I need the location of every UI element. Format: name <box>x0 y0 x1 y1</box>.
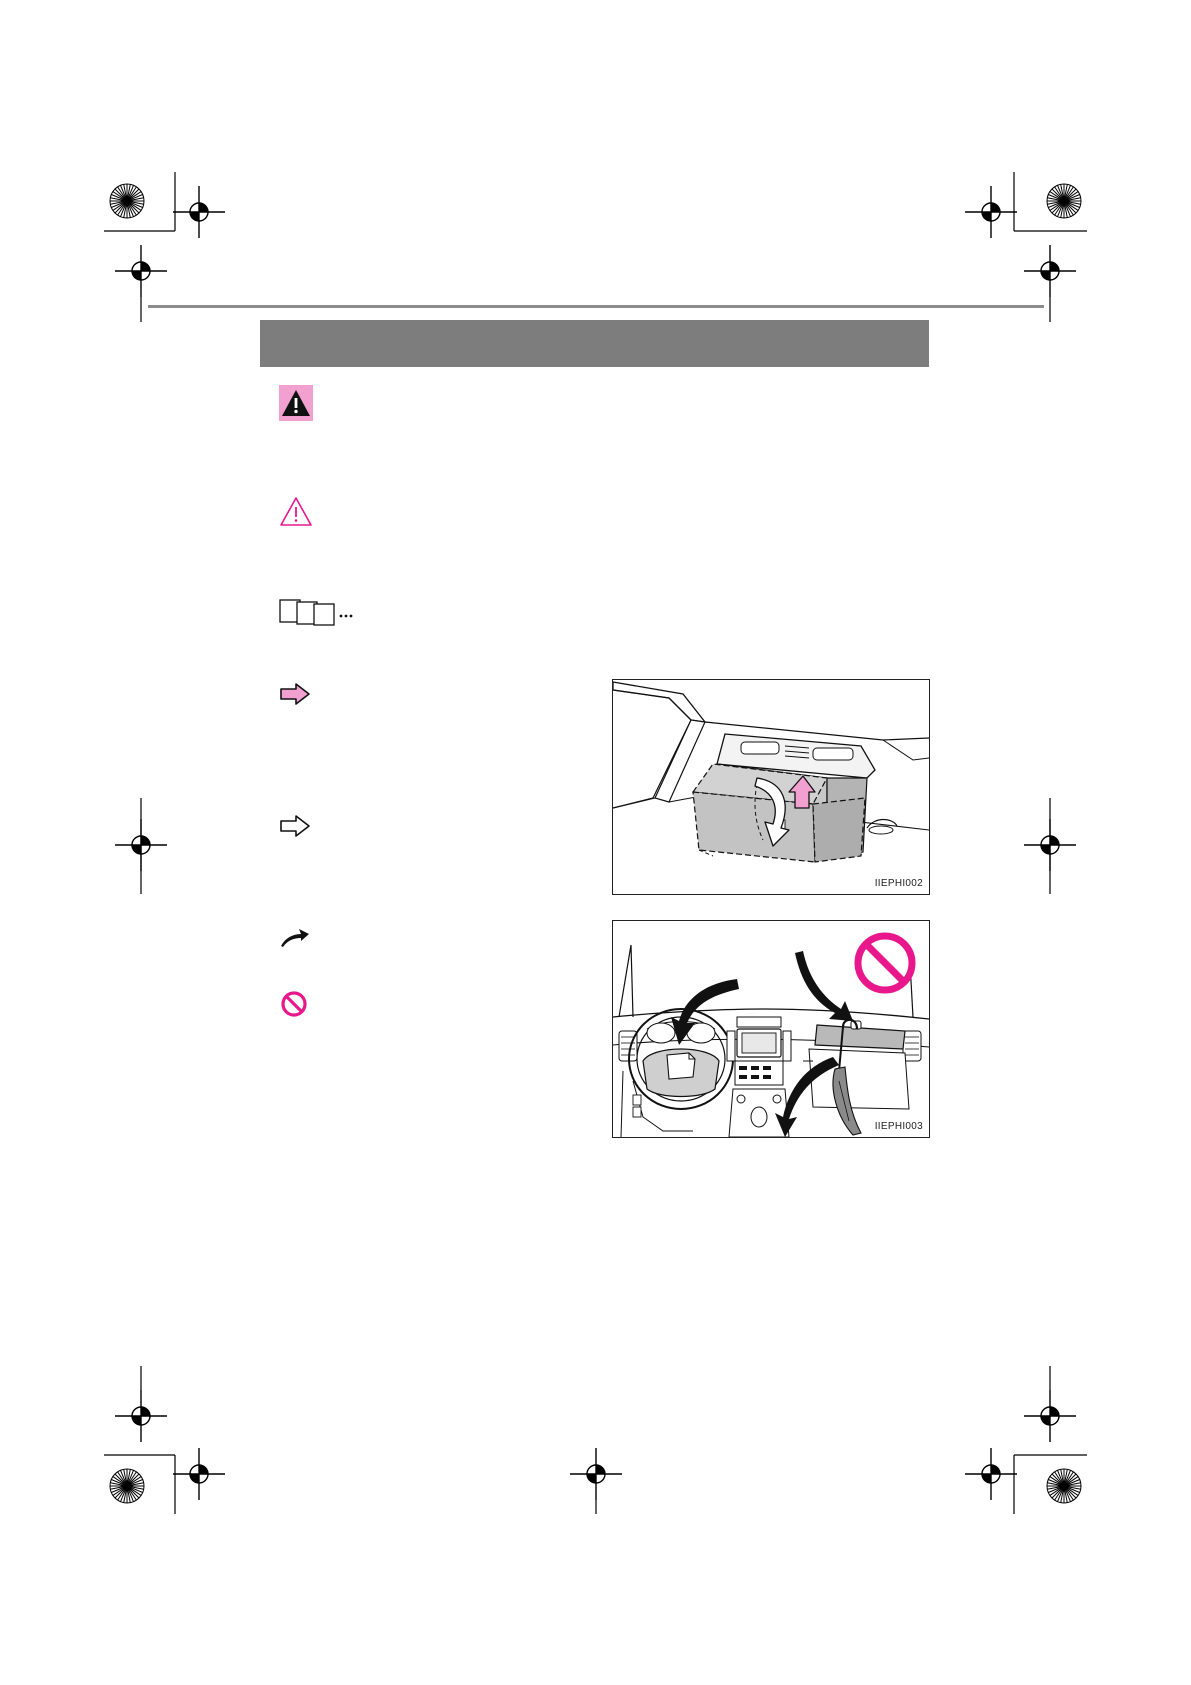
dashboard-illustration <box>613 921 929 1137</box>
legend-caution <box>279 496 313 528</box>
section-header-bar <box>260 320 929 367</box>
figure-label: IIEPHI002 <box>874 878 923 889</box>
figure-overhead-console <box>612 679 930 895</box>
legend-prohibition <box>280 990 308 1018</box>
warning-filled-icon <box>279 385 313 421</box>
top-rule <box>148 305 1044 308</box>
step-boxes-icon <box>279 598 361 626</box>
legend-curved-arrow <box>279 928 311 948</box>
figure-label: IIEPHI003 <box>874 1121 923 1132</box>
legend-pink-arrow <box>279 682 311 706</box>
curved-arrow-icon <box>279 928 311 948</box>
prohibition-icon <box>280 990 308 1018</box>
legend-warning <box>279 385 313 421</box>
figure-dashboard-prohibited <box>612 920 930 1138</box>
arrow-outline-right-icon <box>279 814 311 838</box>
caution-outline-icon <box>279 496 313 528</box>
arrow-pink-right-icon <box>279 682 311 706</box>
legend-outline-arrow <box>279 814 311 838</box>
legend-steps <box>279 598 361 626</box>
page-title <box>260 333 272 353</box>
overhead-console-illustration <box>613 680 929 894</box>
